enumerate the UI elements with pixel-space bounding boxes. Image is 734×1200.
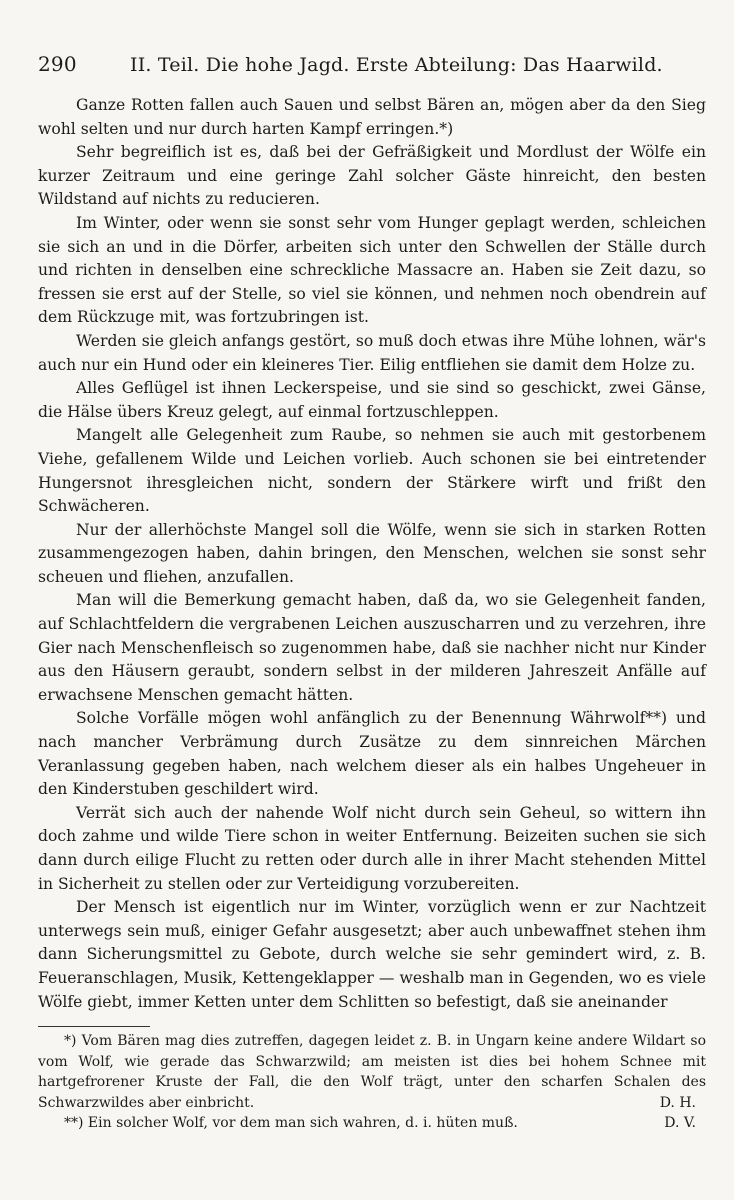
running-head: II. Teil. Die hohe Jagd. Erste Abteilung: Das Haarwild. (130, 54, 663, 76)
footnote (38, 1113, 706, 1134)
paragraph: Mangelt alle Gelegenheit zum Raube, so nehmen sie auch mit gestorbenem Viehe, gefallenem Wilde und Leichen vorlieb. Auch schonen sie bei eintretender Hungersnot ihresgleichen nicht, sondern der Stärkere wirft und frißt den Schwächeren. (38, 426, 706, 516)
paragraph: Solche Vorfälle mögen wohl anfänglich zu der Benennung Währwolf**) und nach mancher Verbrämung durch Zusätze zu dem sinnreichen Märchen Veranlassung gegeben haben, nach welchem dieser als ein halbes Ungeheuer in den Kinderstuben geschildert wird. (38, 709, 706, 799)
page-header (38, 52, 706, 92)
paragraph: Ganze Rotten fallen auch Sauen und selbst Bären an, mögen aber da den Sieg wohl selten und nur durch harten Kampf erringen.*) (38, 96, 706, 138)
paragraph: Nur der allerhöchste Mangel soll die Wölfe, wenn sie sich in starken Rotten zusammengezogen haben, dahin bringen, den Menschen, welchen sie sonst sehr scheuen und fliehen, anzufallen. (38, 520, 706, 586)
footnote-signature: D. V. (664, 1115, 696, 1132)
page-number: 290 (38, 52, 77, 76)
footnote-text: *) Vom Bären mag dies zutreffen, dagegen leidet z. B. in Ungarn keine andere Wildart so vom Wolf, wie gerade das Schwarzwild; am meisten ist dies bei hohem Schnee mit hartgefrorener Kruste der Fall, die den Wolf trägt, unter den scharfen Schalen des Schwarzwildes aber einbricht. (38, 1033, 706, 1111)
paragraph: Verrät sich auch der nahende Wolf nicht durch sein Geheul, so wittern ihn doch zahme und wilde Tiere schon in weiter Entfernung. Beizeiten suchen sie sich dann durch eilige Flucht zu retten oder durch alle in ihrer Macht stehenden Mittel in Sicherheit zu stellen oder zur Verteidigung vorzubereiten. (38, 803, 706, 893)
paragraph: Der Mensch ist eigentlich nur im Winter, vorzüglich wenn er zur Nachtzeit unterwegs sein muß, einiger Gefahr ausgesetzt; aber auch unbewaffnet stehen ihm dann Sicherungsmittel zu Gebote, durch welche sie sehr gemindert wird, z. B. Feueranschlagen, Musik, Kettengeklapper — weshalb man in Gegenden, wo es viele Wölfe giebt, immer Ketten unter dem Schlitten so befestigt, daß sie aneinander (38, 898, 706, 1011)
footnote-signature: D. H. (659, 1094, 696, 1111)
paragraph: Man will die Bemerkung gemacht haben, daß da, wo sie Gelegenheit fanden, auf Schlachtfeldern die vergrabenen Leichen auszuscharren und zu verzehren, ihre Gier nach Menschenfleisch so zugenommen habe, daß sie nachher nicht nur Kinder aus den Häusern geraubt, sondern selbst in der milderen Jahreszeit Anfälle auf erwachsene Menschen gemacht hätten. (38, 591, 706, 704)
footnotes (38, 1031, 706, 1134)
paragraph: Im Winter, oder wenn sie sonst sehr vom Hunger geplagt werden, schleichen sie sich an und in die Dörfer, arbeiten sich unter den Schwellen der Ställe durch und richten in denselben eine schreckliche Massacre an. Haben sie Zeit dazu, so fressen sie erst auf der Stelle, so viel sie können, und nehmen noch obendrein auf dem Rückzuge mit, was fortzubringen ist. (38, 213, 706, 327)
body-text (38, 94, 706, 1014)
paragraph: Alles Geflügel ist ihnen Leckerspeise, und sie sind so geschickt, zwei Gänse, die Hälse übers Kreuz gelegt, auf einmal fortzuschleppen. (38, 379, 706, 421)
paragraph: Werden sie gleich anfangs gestört, so muß doch etwas ihre Mühe lohnen, wär's auch nur ein Hund oder ein kleineres Tier. Eilig entfliehen sie damit dem Holze zu. (38, 331, 706, 374)
footnote-text: **) Ein solcher Wolf, vor dem man sich wahren, d. i. hüten muß. (64, 1115, 518, 1132)
footnote-divider (38, 1026, 150, 1027)
footnote (38, 1031, 706, 1113)
paragraph: Sehr begreiflich ist es, daß bei der Gefräßigkeit und Mordlust der Wölfe ein kurzer Zeitraum und eine geringe Zahl solcher Gäste hinreicht, den besten Wildstand auf nichts zu reducieren. (38, 143, 706, 209)
